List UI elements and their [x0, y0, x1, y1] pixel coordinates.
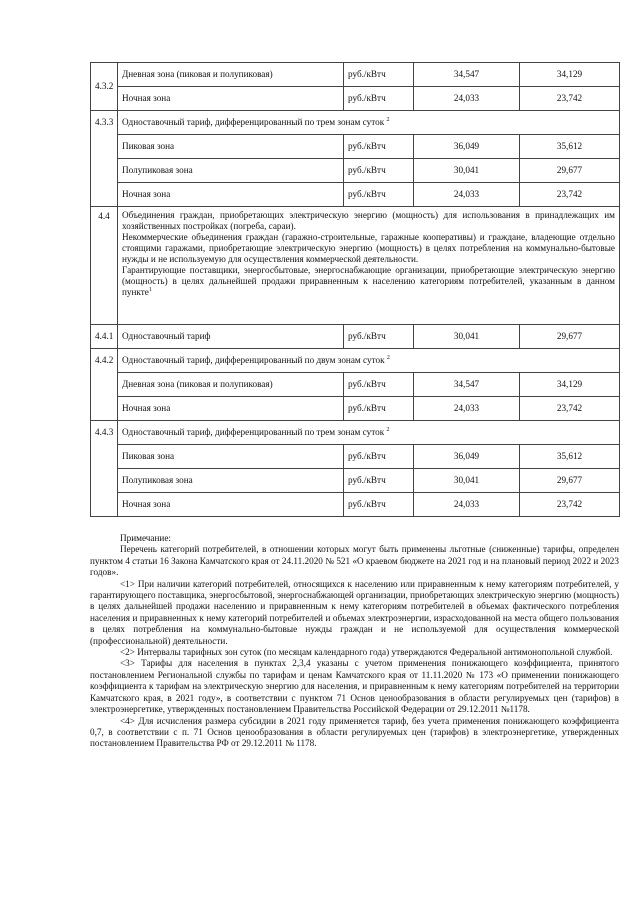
zone-name: Дневная зона (пиковая и полупиковая) — [118, 63, 344, 87]
category-description — [118, 207, 620, 325]
tariff-value-h1: 24,033 — [414, 493, 520, 517]
tariff-title — [118, 111, 620, 135]
unit-cell: руб./кВтч — [344, 159, 414, 183]
note-1: <1> При наличии категорий потребителей, относящихся к населению или приравненным к нему категориям потребителей, у гарантирующего поставщика, энергосбытовой, энергоснабжающей организации, приобретающих электрическую энергию (мощность) в целях дальнейшей продажи населению и приравненным к нему категориям потребителей в объемах фактического потребления населения и приравненных к нему категорий потребителей и объемах электроэнергии, израсходованной на места общего пользования в целях потребления на коммунально-бытовые нужды граждан и не используемой для осуществления коммерческой (профессиональной) деятельности. — [90, 578, 619, 646]
note-4: <4> Для исчисления размера субсидии в 2021 году применяется тариф, без учета применения понижающего коэффициента 0,7, в соответствии с п. 71 Основ ценообразования в области регулируемых цен (тарифов) в электроэнергетике, утвержденных постановлением Правительства РФ от 29.12.2011 № 1178. — [90, 715, 619, 749]
row-number: 4.4.1 — [91, 325, 118, 349]
zone-name: Ночная зона — [118, 493, 344, 517]
table-row — [91, 111, 620, 135]
note-paragraph: Перечень категорий потребителей, в отношении которых могут быть применены льготные (сниженные) тарифы, определен пунктом 4 статьи 16 Закона Камчатского края от 24.11.2020 № 521 «О краевом бюджете на 2021 год и на плановый период 2022 и 2023 годов». — [90, 544, 619, 578]
note-2: <2> Интервалы тарифных зон суток (по месяцам календарного года) утверждаются Федеральной антимонопольной службой. — [120, 647, 613, 658]
unit-cell: руб./кВтч — [344, 397, 414, 421]
tariff-value-h1: 30,041 — [414, 325, 520, 349]
table-row — [91, 325, 620, 349]
tariff-value-h1: 24,033 — [414, 87, 520, 111]
table-row — [91, 87, 620, 111]
tariff-value-h2: 23,742 — [520, 397, 620, 421]
unit-cell: руб./кВтч — [344, 469, 414, 493]
footnote-mark: 2 — [386, 116, 390, 123]
table-row — [91, 397, 620, 421]
table-row — [91, 421, 620, 445]
tariff-value-h2: 34,129 — [520, 373, 620, 397]
unit-cell: руб./кВтч — [344, 183, 414, 207]
tariff-value-h1: 30,041 — [414, 469, 520, 493]
note-3: <3> Тарифы для населения в пунктах 2,3,4 указаны с учетом применения понижающего коэффициента, принятого постановлением Региональной службы по тарифам и ценам Камчатского края от 11.11.2020 № 173 «О применении понижающего коэффициента к тарифам на электрическую энергию для населения, и приравненным к нему категориям потребителей на территории Камчатского края, в 2021 году», в соответствии с пунктом 71 Основ ценообразования в области регулируемых цен (тарифов) в электроэнергетике, утвержденных постановлением Правительства Российской Федерации от 29.12.2011 №1178. — [90, 658, 619, 715]
description-paragraph: Некоммерческие объединения граждан (гаражно-строительные, гаражные кооперативы) и граждане, владеющие отдельно стоящими гаражами, приобретающие электрическую энергию (мощность) в целях потребления на коммунально-бытовые нужды и не используемую для осуществления коммерческой деятельности. — [122, 232, 615, 264]
footnote-mark: 2 — [386, 426, 390, 433]
tariff-title: Одноставочный тариф — [118, 325, 344, 349]
table-row — [91, 135, 620, 159]
row-number: 4.4.3 — [91, 421, 118, 517]
tariff-table — [90, 62, 620, 517]
table-row — [91, 373, 620, 397]
unit-cell: руб./кВтч — [344, 325, 414, 349]
tariff-title — [118, 421, 620, 445]
tariff-value-h1: 36,049 — [414, 135, 520, 159]
zone-name: Дневная зона (пиковая и полупиковая) — [118, 373, 344, 397]
table-row — [91, 445, 620, 469]
table-row — [91, 63, 620, 87]
row-number: 4.3.3 — [91, 111, 118, 207]
tariff-value-h2: 35,612 — [520, 135, 620, 159]
tariff-title-text: Одноставочный тариф, дифференцированный по трем зонам суток — [122, 117, 385, 127]
tariff-value-h2: 35,612 — [520, 445, 620, 469]
row-number: 4.4 — [91, 207, 118, 325]
unit-cell: руб./кВтч — [344, 63, 414, 87]
tariff-value-h2: 23,742 — [520, 183, 620, 207]
description-paragraph: Объединения граждан, приобретающих электрическую энергию (мощность) для использования в принадлежащих им хозяйственных постройках (погреба, сараи). — [122, 210, 615, 231]
tariff-title-text: Одноставочный тариф, дифференцированный по двум зонам суток — [122, 355, 385, 365]
tariff-value-h1: 24,033 — [414, 397, 520, 421]
zone-name: Полупиковая зона — [118, 469, 344, 493]
table-row — [91, 207, 620, 325]
zone-name: Ночная зона — [118, 183, 344, 207]
tariff-value-h2: 23,742 — [520, 493, 620, 517]
zone-name: Ночная зона — [118, 397, 344, 421]
description-paragraph — [122, 265, 615, 298]
unit-cell: руб./кВтч — [344, 373, 414, 397]
tariff-title — [118, 349, 620, 373]
zone-name: Пиковая зона — [118, 135, 344, 159]
tariff-value-h2: 23,742 — [520, 87, 620, 111]
tariff-value-h2: 29,677 — [520, 325, 620, 349]
unit-cell: руб./кВтч — [344, 135, 414, 159]
unit-cell: руб./кВтч — [344, 87, 414, 111]
table-row — [91, 493, 620, 517]
zone-name: Пиковая зона — [118, 445, 344, 469]
tariff-value-h1: 34,547 — [414, 373, 520, 397]
tariff-value-h2: 29,677 — [520, 469, 620, 493]
row-number: 4.4.2 — [91, 349, 118, 421]
zone-name: Полупиковая зона — [118, 159, 344, 183]
tariff-value-h1: 30,041 — [414, 159, 520, 183]
footnote-mark: 2 — [386, 354, 390, 361]
tariff-value-h1: 34,547 — [414, 63, 520, 87]
tariff-title-text: Одноставочный тариф, дифференцированный по трем зонам суток — [122, 427, 385, 437]
zone-name: Ночная зона — [118, 87, 344, 111]
row-number: 4.3.2 — [91, 63, 118, 111]
tariff-value-h1: 24,033 — [414, 183, 520, 207]
unit-cell: руб./кВтч — [344, 445, 414, 469]
unit-cell: руб./кВтч — [344, 493, 414, 517]
table-row — [91, 159, 620, 183]
notes-title: Примечание: — [120, 533, 171, 543]
table-row — [91, 183, 620, 207]
footnote-mark: 1 — [148, 286, 152, 293]
table-row — [91, 469, 620, 493]
notes-section — [90, 533, 619, 750]
tariff-value-h2: 34,129 — [520, 63, 620, 87]
description-text: Гарантирующие поставщики, энергосбытовые, энергоснабжающие организации, приобретающие электрическую энергию (мощность) в целях дальнейшей продажи приравненным к населению категориям потребителей, указанным в данном пункте — [122, 265, 615, 297]
tariff-value-h1: 36,049 — [414, 445, 520, 469]
tariff-value-h2: 29,677 — [520, 159, 620, 183]
table-row — [91, 349, 620, 373]
